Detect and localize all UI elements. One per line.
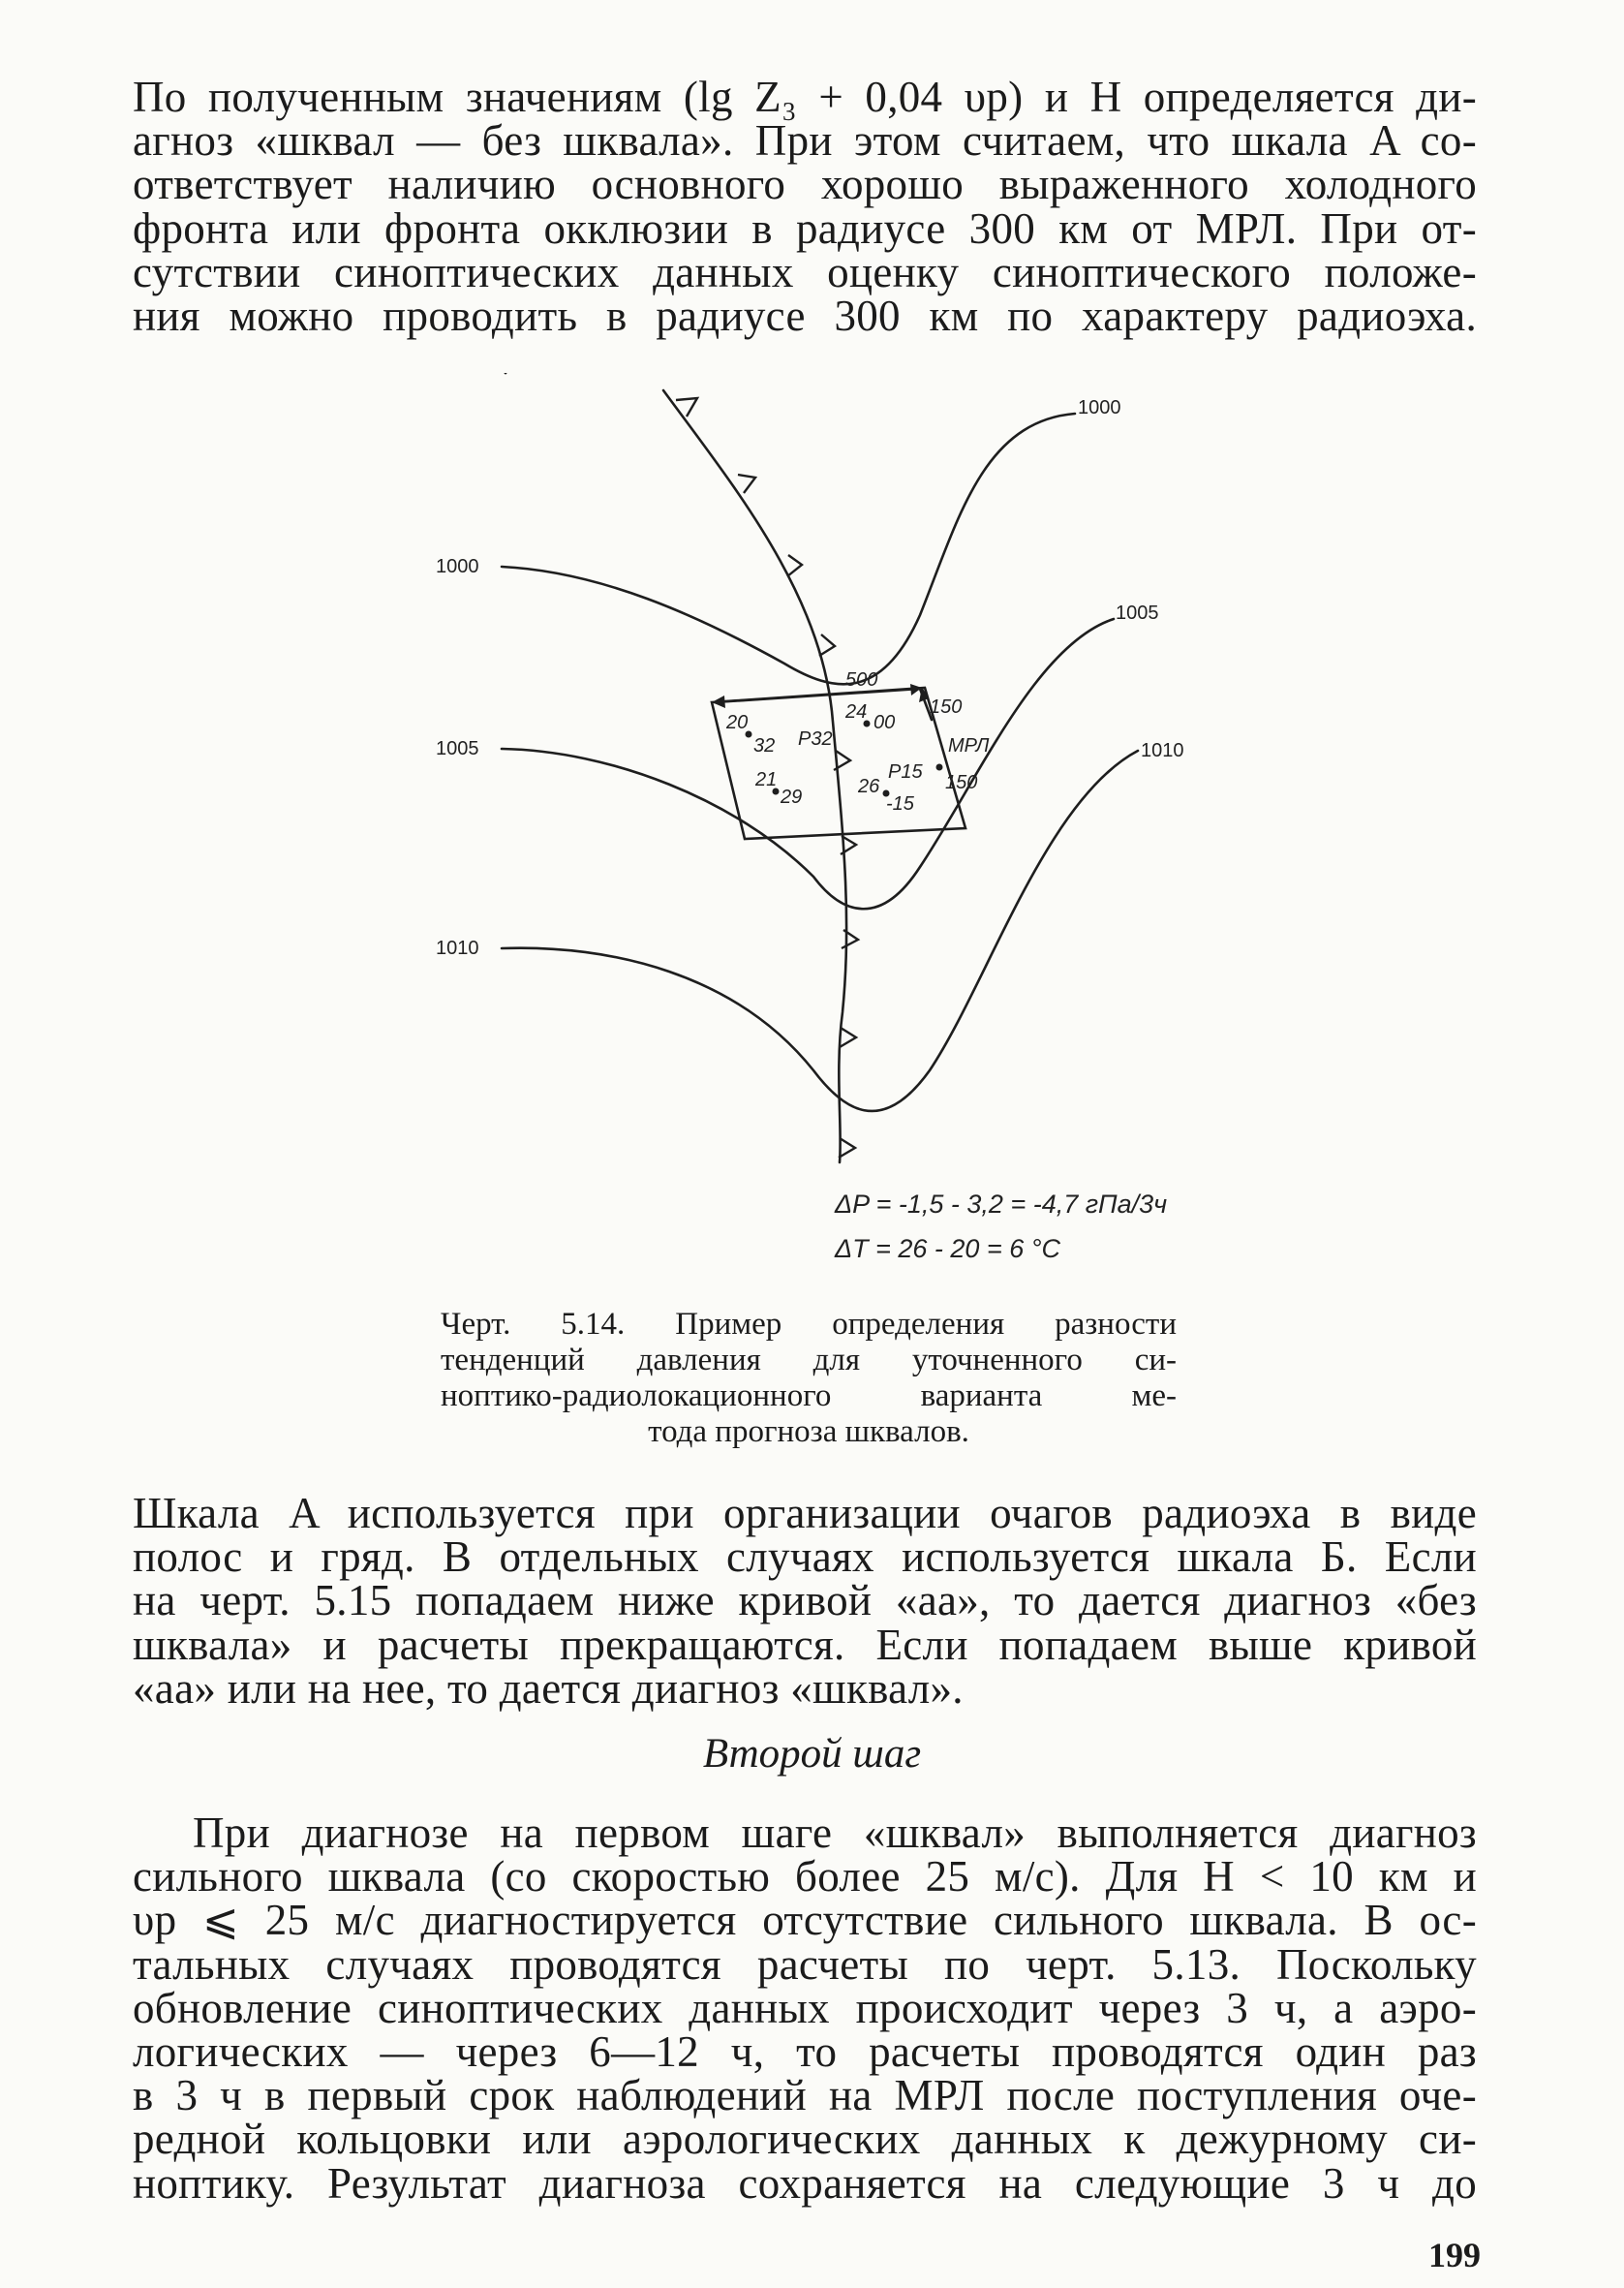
tendency-label: P15	[888, 761, 923, 783]
isobar-1005	[502, 619, 1114, 909]
text-line: шквала» и расчеты прекращаются. Если попадаем выше кривой	[133, 1620, 1477, 1669]
text-line: тальных случаях проводятся расчеты по черт. 5.13. Поскольку	[133, 1939, 1477, 1989]
isobar-label: 1005	[436, 738, 479, 759]
distance-label: 500	[845, 669, 878, 691]
isobar-label: 1000	[436, 556, 479, 577]
isobar-label: 1000	[1078, 397, 1121, 418]
section-heading: Второй шаг	[702, 1731, 922, 1777]
isobar-label: 1010	[1141, 740, 1184, 761]
figure-caption	[441, 1307, 1177, 1450]
distance-arrow-top	[715, 689, 920, 702]
station-value: 21	[755, 769, 778, 790]
paragraph-intro	[133, 73, 1477, 340]
text-line: сильного шквала (со скоростью более 25 м/с). Для H < 10 км и	[133, 1852, 1477, 1902]
text-line: ноптику. Результат диагноза сохраняется на следующие 3 ч до	[133, 2158, 1477, 2208]
text-line: ния можно проводить в радиусе 300 км по характеру радиоэха.	[133, 291, 1477, 340]
text-line: При диагнозе на первом шаге «шквал» выполняется диагноз	[193, 1809, 1477, 1857]
station-value: 20	[726, 712, 749, 733]
synoptic-figure	[416, 373, 1230, 1293]
isobar-label: 1010	[436, 938, 479, 959]
station-value: 24	[845, 701, 868, 723]
text-line: в 3 ч в первый срок наблюдений на МРЛ после поступления оче-	[133, 2071, 1477, 2120]
text-line: сутствии синоптических данных оценку синоптического положе-	[133, 247, 1477, 296]
caption-line: ноптико-радиолокационного варианта ме-	[441, 1378, 1177, 1413]
isobar-label: 1005	[1116, 603, 1159, 624]
text-line: логических — через 6—12 ч, то расчеты проводятся один раз	[133, 2026, 1477, 2076]
text-line: Шкала A используется при организации очагов радиоэха в виде	[133, 1489, 1477, 1537]
station-value: 00	[873, 712, 896, 733]
text-line: ответствует наличию основного хорошо выраженного холодного	[133, 160, 1477, 209]
radar-label: МРЛ	[948, 735, 990, 757]
isobar-1000-main	[502, 414, 1075, 684]
text-line: «аа» или на нее, то дается диагноз «шквал».	[133, 1663, 964, 1713]
distance-label: 150	[930, 696, 963, 718]
caption-line: тода прогноза шквалов.	[648, 1414, 969, 1449]
figure-drawing	[416, 373, 1230, 1293]
text-line: редной кольцовки или аэрологических данных к дежурному си-	[133, 2115, 1477, 2164]
temperature-formula: ΔT = 26 - 20 = 6 °C	[835, 1234, 1061, 1263]
page-number: 199	[1428, 2236, 1481, 2274]
text-line: фронта или фронта окклюзии в радиусе 300 км от МРЛ. При от-	[133, 203, 1477, 253]
isobar-1010	[502, 751, 1138, 1111]
distance-label: 150	[945, 772, 978, 793]
station-value: 26	[858, 776, 880, 797]
tendency-label: P32	[798, 728, 833, 750]
text-line: агноз «шквал — без шквала». При этом считаем, что шкала A со-	[133, 116, 1477, 166]
caption-line: тенденций давления для уточненного си-	[441, 1343, 1177, 1377]
text-line: По полученным значениям (lg Z₃ + 0,04 υр) и H определяется ди-	[133, 73, 1477, 121]
caption-line: Черт. 5.14. Пример определения разности	[441, 1307, 1177, 1342]
paragraph-second-step	[133, 1811, 1477, 2206]
text-line: υр ⩽ 25 м/с диагностируется отсутствие сильного шквала. В ос-	[133, 1896, 1477, 1945]
station-value: 32	[753, 735, 776, 757]
text-line: полос и гряд. В отдельных случаях используется шкала Б. Если	[133, 1532, 1477, 1582]
station-value: -15	[886, 793, 914, 815]
paragraph-scale	[133, 1489, 1477, 1713]
text-line: обновление синоптических данных происходит через 3 ч, а аэро-	[133, 1983, 1477, 2032]
text-line: на черт. 5.15 попадаем ниже кривой «аа», то дается диагноз «без	[133, 1576, 1477, 1625]
station-value: 29	[781, 787, 803, 808]
pressure-formula: ΔP = -1,5 - 3,2 = -4,7 гПа/3ч	[835, 1190, 1168, 1219]
